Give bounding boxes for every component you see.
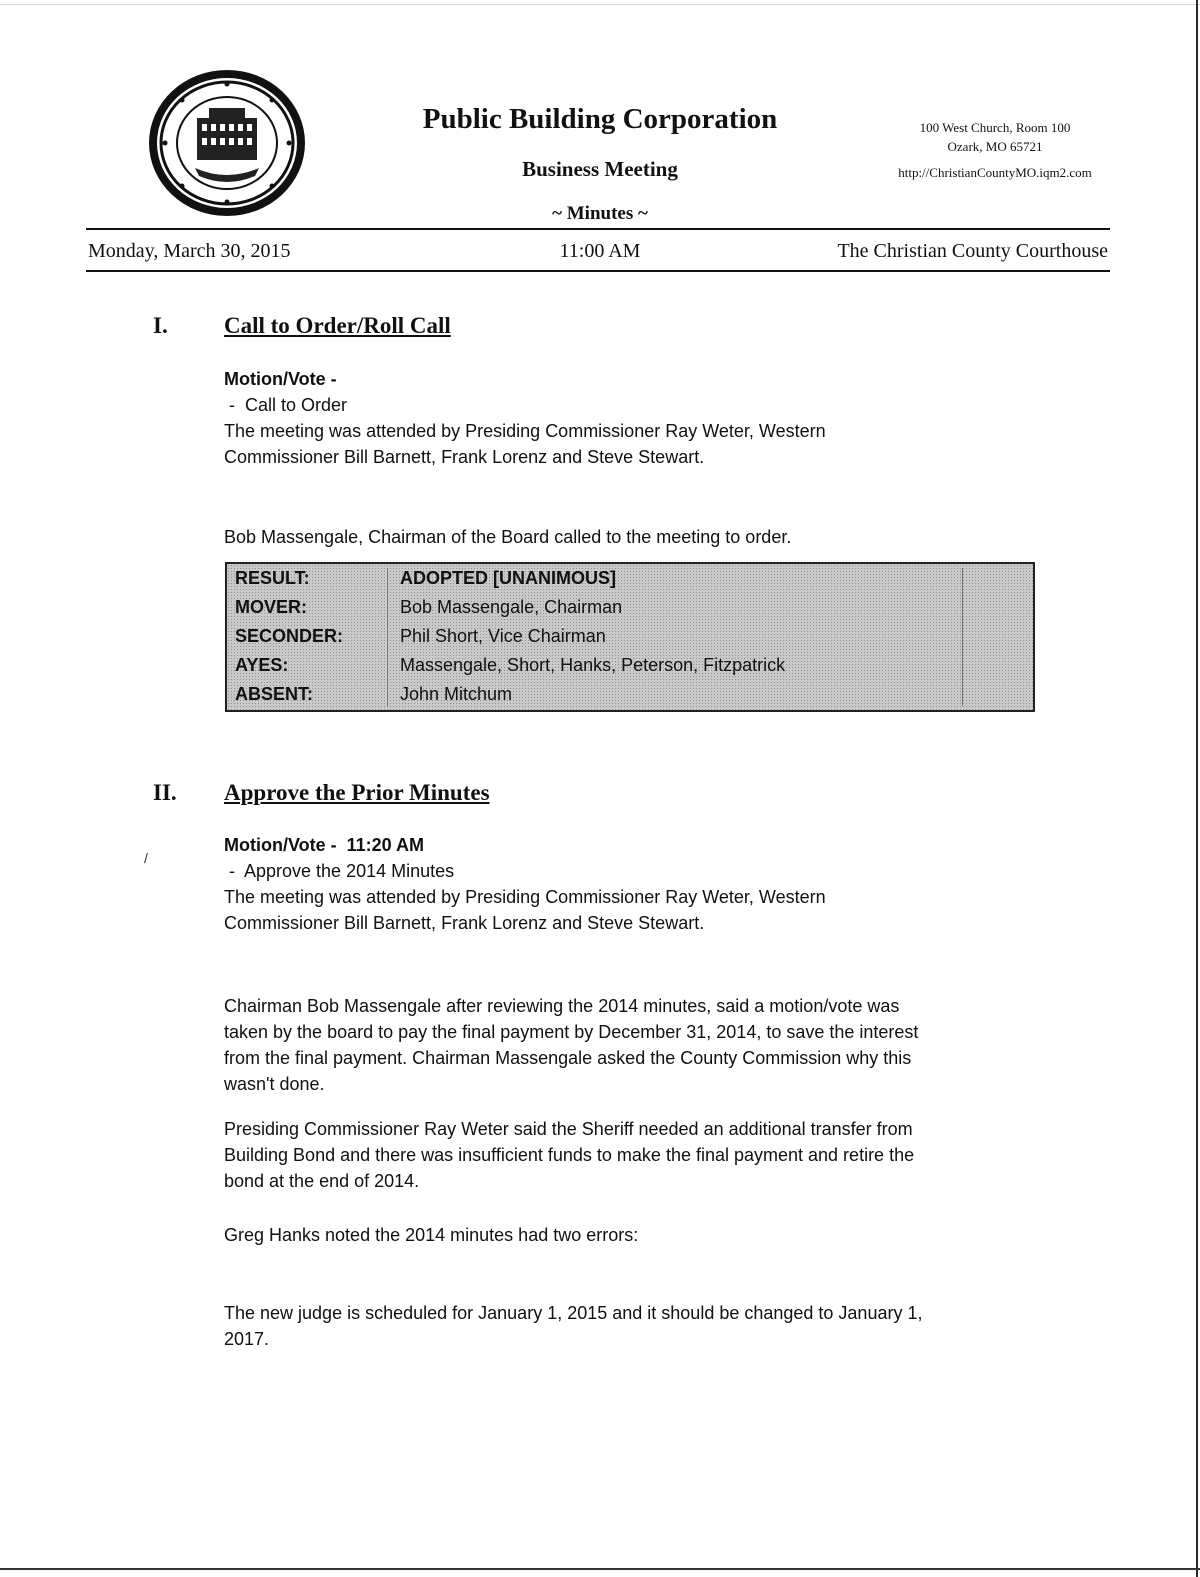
table-row (227, 680, 1033, 709)
paragraph-line: Building Bond and there was insufficient funds to make the final payment and retire the (224, 1145, 915, 1165)
section-1-title: Call to Order/Roll Call (224, 313, 451, 338)
section-2-attendance-line-1: The meeting was attended by Presiding Commissioner Ray Weter, Western (224, 887, 826, 907)
section-2-paragraph-2 (224, 1116, 1054, 1194)
absent-value: John Mitchum (400, 684, 513, 704)
paragraph-line: Presiding Commissioner Ray Weter said the Sheriff needed an additional transfer from (224, 1119, 913, 1139)
section-2-paragraph-1 (224, 993, 1054, 1097)
paragraph-line: bond at the end of 2014. (224, 1171, 420, 1191)
scan-mark: / (144, 850, 148, 866)
result-value: ADOPTED [UNANIMOUS] (400, 568, 616, 588)
section-1-motion-item: - Call to Order (224, 395, 348, 415)
county-seal-icon (147, 68, 307, 218)
address-line-1: 100 West Church, Room 100 (919, 120, 1071, 135)
table-row (227, 651, 1033, 680)
section-2-motion-label: Motion/Vote - 11:20 AM (224, 835, 425, 855)
org-title: Public Building Corporation (422, 103, 778, 135)
section-2-title: Approve the Prior Minutes (224, 780, 490, 805)
section-2-motion-item: - Approve the 2014 Minutes (224, 861, 455, 881)
paragraph-line: from the final payment. Chairman Massengale asked the County Commission why this (224, 1048, 912, 1068)
ayes-value: Massengale, Short, Hanks, Peterson, Fitzpatrick (400, 655, 786, 675)
seconder-key: SECONDER: (235, 626, 344, 646)
paragraph-line: Chairman Bob Massengale after reviewing the 2014 minutes, said a motion/vote was (224, 996, 900, 1016)
section-2-paragraph-4 (224, 1300, 1054, 1352)
section-1-note: Bob Massengale, Chairman of the Board called to the meeting to order. (224, 527, 792, 547)
scan-edge-right (1196, 0, 1198, 1577)
paragraph-line: wasn't done. (224, 1074, 325, 1094)
absent-key: ABSENT: (235, 684, 314, 704)
mover-key: MOVER: (235, 597, 307, 617)
meeting-type: Business Meeting (522, 157, 678, 181)
section-1-motion-label: Motion/Vote - (224, 369, 337, 389)
table-divider (962, 568, 963, 706)
table-row (227, 622, 1033, 651)
table-divider (387, 568, 388, 706)
section-1-attendance-line-2: Commissioner Bill Barnett, Frank Lorenz and Steve Stewart. (224, 447, 705, 467)
result-key: RESULT: (235, 568, 310, 588)
table-row (227, 593, 1033, 622)
header-rule-bottom (86, 270, 1110, 272)
paragraph-line: taken by the board to pay the final payment by December 31, 2014, to save the interest (224, 1022, 919, 1042)
header-rule-top (86, 228, 1110, 230)
ayes-key: AYES: (235, 655, 289, 675)
section-2-body (224, 832, 1054, 936)
section-2-number: II. (153, 780, 177, 805)
meeting-time: 11:00 AM (559, 240, 641, 262)
mover-value: Bob Massengale, Chairman (400, 597, 623, 617)
section-1-attendance-line-1: The meeting was attended by Presiding Commissioner Ray Weter, Western (224, 421, 826, 441)
section-1-body (224, 366, 1054, 470)
meeting-location: The Christian County Courthouse (837, 240, 1108, 262)
section-2-paragraph-3: Greg Hanks noted the 2014 minutes had two errors: (224, 1225, 639, 1245)
scan-edge-top (0, 4, 1200, 5)
website-link[interactable]: http://ChristianCountyMO.iqm2.com (898, 165, 1092, 180)
scan-edge-bottom (0, 1568, 1200, 1570)
paragraph-line: The new judge is scheduled for January 1, 2015 and it should be changed to January 1, (224, 1303, 923, 1323)
section-1-number: I. (153, 313, 168, 338)
section-2-attendance-line-2: Commissioner Bill Barnett, Frank Lorenz and Steve Stewart. (224, 913, 705, 933)
meeting-date: Monday, March 30, 2015 (88, 240, 291, 262)
vote-result-table (225, 562, 1035, 712)
doc-type: ~ Minutes ~ (552, 203, 648, 224)
table-row (227, 564, 1033, 593)
address-line-2: Ozark, MO 65721 (947, 139, 1043, 154)
seconder-value: Phil Short, Vice Chairman (400, 626, 606, 646)
paragraph-line: 2017. (224, 1329, 270, 1349)
